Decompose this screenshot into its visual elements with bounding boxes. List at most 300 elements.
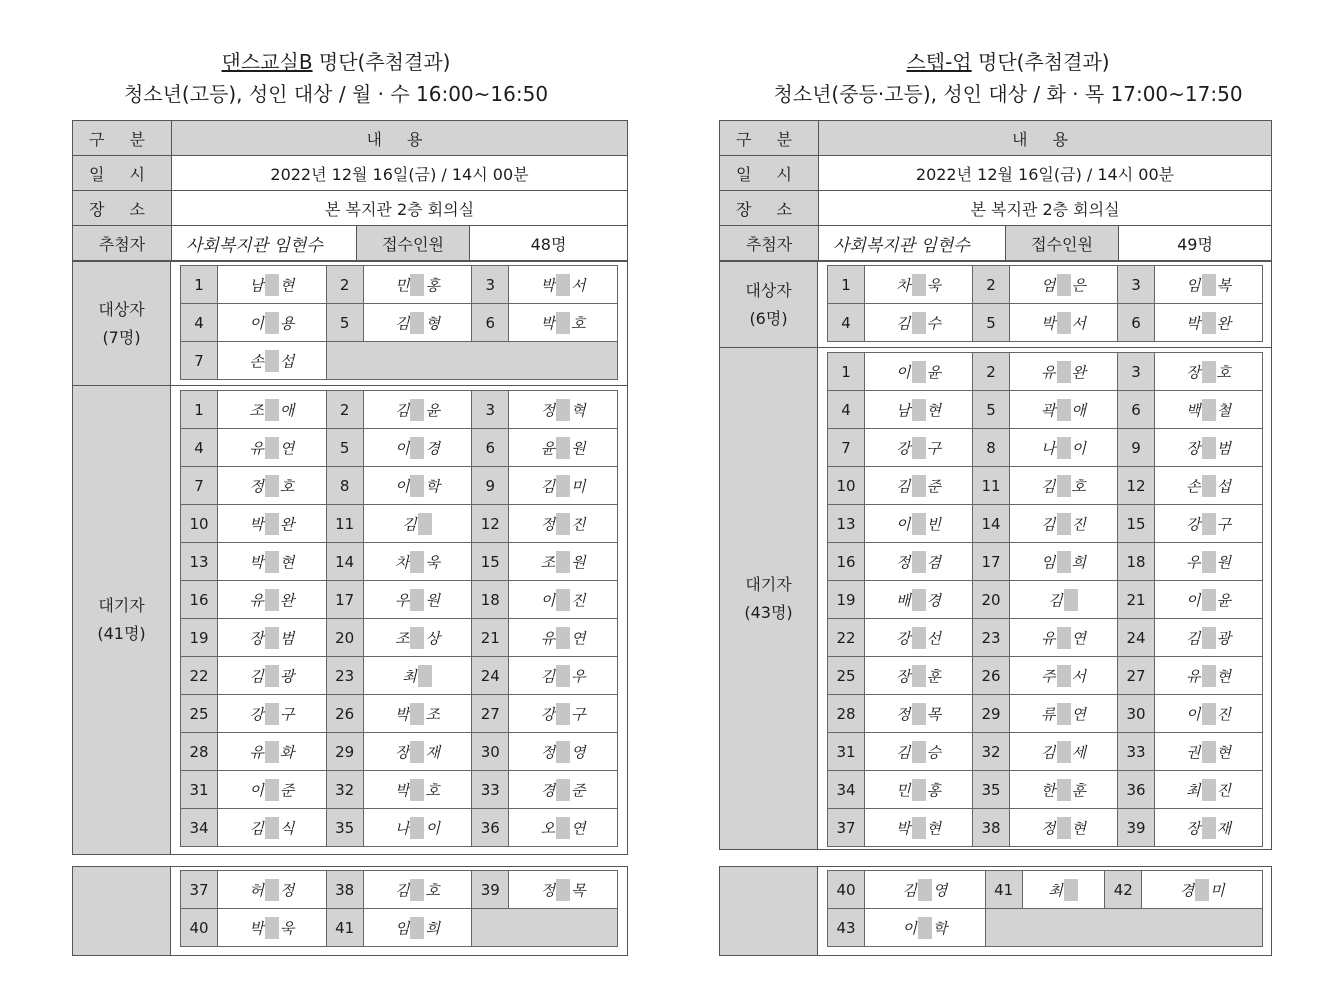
name-first-char: 김 <box>402 515 417 533</box>
name-first-char: 박 <box>1041 314 1056 332</box>
name-last-char: 영 <box>571 743 586 761</box>
name-first-char: 김 <box>249 819 264 837</box>
redaction-mask <box>1057 741 1071 763</box>
entry-name <box>865 266 973 304</box>
entry-number: 8 <box>973 429 1010 467</box>
entry-number: 42 <box>1105 871 1142 909</box>
redaction-mask <box>912 361 926 383</box>
name-first-char: 장 <box>896 667 911 685</box>
name-first-char: 유 <box>1041 363 1056 381</box>
name-first-char: 장 <box>394 743 410 761</box>
entry-name <box>509 467 618 505</box>
redaction-mask <box>1057 274 1071 296</box>
redaction-mask <box>556 274 570 296</box>
redaction-mask <box>556 741 570 763</box>
name-last-char: 서 <box>1071 667 1086 685</box>
name-last-char: 준 <box>279 781 295 799</box>
entry-name <box>509 809 618 847</box>
name-first-char: 정 <box>540 881 556 899</box>
name-first-char: 오 <box>540 819 556 837</box>
entry-number: 9 <box>472 467 509 505</box>
name-last-char: 선 <box>926 629 941 647</box>
redaction-mask <box>265 513 279 535</box>
name-first-char: 이 <box>896 515 911 533</box>
name-last-char: 영 <box>932 881 948 899</box>
entry-name <box>509 657 618 695</box>
name-last-char: 현 <box>1216 743 1231 761</box>
entry-name <box>1010 467 1118 505</box>
name-last-char: 목 <box>571 881 586 899</box>
redaction-mask <box>1202 475 1216 497</box>
entry-number: 33 <box>472 771 509 809</box>
redaction-mask <box>418 513 432 535</box>
name-last-char: 진 <box>1216 705 1231 723</box>
redaction-mask <box>918 879 932 901</box>
entry-number: 27 <box>1118 657 1155 695</box>
name-first-char: 류 <box>1041 705 1056 723</box>
redaction-mask <box>556 779 570 801</box>
place-value: 본 복지관 2층 회의실 <box>172 191 628 226</box>
name-last-char: 경 <box>425 439 440 457</box>
redaction-mask <box>912 703 926 725</box>
name-first-char: 정 <box>896 705 911 723</box>
name-first-char: 나 <box>1041 439 1056 457</box>
name-last-char: 완 <box>279 515 295 533</box>
table-row <box>181 505 618 543</box>
name-last-char: 섭 <box>1216 477 1231 495</box>
entry-number: 6 <box>472 304 509 342</box>
redaction-mask <box>912 665 926 687</box>
name-first-char: 차 <box>896 276 911 294</box>
entry-name <box>1155 429 1263 467</box>
right-winners-table <box>827 265 1263 342</box>
redaction-mask <box>265 741 279 763</box>
table-row <box>828 581 1263 619</box>
entry-number: 12 <box>472 505 509 543</box>
name-first-char: 김 <box>1041 743 1056 761</box>
entry-name <box>218 581 327 619</box>
name-last-char: 광 <box>1216 629 1231 647</box>
entry-number: 4 <box>828 391 865 429</box>
entry-name <box>363 733 472 771</box>
table-row <box>181 391 618 429</box>
entry-name <box>865 809 973 847</box>
redaction-mask <box>912 741 926 763</box>
name-first-char: 김 <box>896 314 911 332</box>
entry-name <box>1010 266 1118 304</box>
redaction-mask <box>265 817 279 839</box>
right-continued-box <box>817 866 1272 956</box>
entry-name <box>363 771 472 809</box>
entry-name <box>1155 771 1263 809</box>
redaction-mask <box>912 551 926 573</box>
table-row <box>828 505 1263 543</box>
name-last-char: 광 <box>279 667 295 685</box>
name-last-char: 호 <box>1216 363 1231 381</box>
name-last-char: 연 <box>571 819 586 837</box>
entry-number: 34 <box>181 809 218 847</box>
left-continued-table <box>180 870 618 947</box>
entry-name <box>363 543 472 581</box>
name-last-char: 호 <box>425 881 440 899</box>
redaction-mask <box>1064 589 1078 611</box>
table-row <box>828 391 1263 429</box>
name-last-char: 원 <box>571 553 586 571</box>
name-last-char: 호 <box>571 314 586 332</box>
entry-number: 35 <box>326 809 363 847</box>
entry-name <box>509 619 618 657</box>
entry-name <box>1010 353 1118 391</box>
redaction-mask <box>410 627 424 649</box>
name-last-char: 범 <box>279 629 295 647</box>
redaction-mask <box>912 779 926 801</box>
name-last-char: 학 <box>932 919 948 937</box>
name-last-char: 이 <box>1071 439 1086 457</box>
right-sheet <box>672 0 1344 1008</box>
name-first-char: 장 <box>1186 363 1201 381</box>
redaction-mask <box>1057 399 1071 421</box>
right-winners-box <box>817 261 1272 348</box>
name-last-char: 완 <box>1216 314 1231 332</box>
entry-number: 8 <box>326 467 363 505</box>
name-first-char: 김 <box>394 401 410 419</box>
name-first-char: 김 <box>902 881 917 899</box>
redaction-mask <box>556 589 570 611</box>
entry-number: 43 <box>828 909 865 947</box>
name-last-char: 애 <box>279 401 295 419</box>
entry-name <box>509 733 618 771</box>
date-label: 일 시 <box>720 156 819 191</box>
redaction-mask <box>410 817 424 839</box>
name-last-char: 수 <box>926 314 941 332</box>
name-last-char: 식 <box>279 819 295 837</box>
entry-name <box>865 695 973 733</box>
redaction-mask <box>410 437 424 459</box>
entry-number: 32 <box>326 771 363 809</box>
redaction-mask <box>912 437 926 459</box>
right-waiting-box <box>817 347 1272 850</box>
entry-name <box>363 429 472 467</box>
name-last-char: 서 <box>1071 314 1086 332</box>
redaction-mask <box>556 665 570 687</box>
redaction-mask <box>1057 437 1071 459</box>
name-first-char: 남 <box>896 401 911 419</box>
redaction-mask <box>1195 879 1209 901</box>
redaction-mask <box>265 350 279 372</box>
name-first-char: 박 <box>394 781 410 799</box>
redaction-mask <box>912 589 926 611</box>
name-first-char: 정 <box>540 515 556 533</box>
entry-number: 3 <box>1118 266 1155 304</box>
redaction-mask <box>1202 817 1216 839</box>
redaction-mask <box>556 312 570 334</box>
entry-number: 37 <box>828 809 865 847</box>
name-last-char: 욱 <box>425 553 440 571</box>
name-first-char: 박 <box>540 276 556 294</box>
entry-name <box>865 771 973 809</box>
entry-number: 2 <box>326 391 363 429</box>
entry-number: 26 <box>326 695 363 733</box>
name-first-char: 나 <box>394 819 410 837</box>
entry-number: 15 <box>472 543 509 581</box>
name-last-char: 연 <box>279 439 295 457</box>
entry-name <box>509 695 618 733</box>
count-value: 48명 <box>470 226 628 261</box>
name-last-char: 구 <box>926 439 941 457</box>
entry-number: 3 <box>1118 353 1155 391</box>
name-last-char: 재 <box>425 743 440 761</box>
entry-name <box>509 771 618 809</box>
name-first-char: 배 <box>896 591 911 609</box>
name-first-char: 박 <box>1186 314 1201 332</box>
entry-name <box>363 304 472 342</box>
entry-number: 37 <box>181 871 218 909</box>
entry-number: 32 <box>973 733 1010 771</box>
table-row <box>828 304 1263 342</box>
entry-name <box>865 733 973 771</box>
entry-name <box>1155 581 1263 619</box>
entry-name <box>363 581 472 619</box>
name-last-char: 상 <box>425 629 440 647</box>
name-first-char: 정 <box>896 553 911 571</box>
name-first-char: 강 <box>1186 515 1201 533</box>
name-last-char: 원 <box>1216 553 1231 571</box>
right-continued-table <box>827 870 1263 947</box>
col-header-category: 구 분 <box>720 121 819 156</box>
left-subtitle: 청소년(고등), 성인 대상 / 월 · 수 16:00~16:50 <box>123 82 549 106</box>
redaction-mask <box>265 879 279 901</box>
name-last-char: 은 <box>1071 276 1086 294</box>
empty-cell <box>326 342 617 380</box>
entry-name <box>1155 505 1263 543</box>
name-last-char: 욱 <box>926 276 941 294</box>
entry-number: 19 <box>181 619 218 657</box>
entry-number: 39 <box>1118 809 1155 847</box>
entry-number: 26 <box>973 657 1010 695</box>
redaction-mask <box>556 879 570 901</box>
entry-number: 36 <box>472 809 509 847</box>
entry-name <box>865 505 973 543</box>
name-first-char: 이 <box>394 477 410 495</box>
name-last-char: 원 <box>425 591 440 609</box>
entry-name <box>865 543 973 581</box>
entry-number: 5 <box>973 391 1010 429</box>
entry-name <box>1155 353 1263 391</box>
entry-name <box>1155 809 1263 847</box>
entry-number: 24 <box>1118 619 1155 657</box>
entry-number: 31 <box>828 733 865 771</box>
entry-number: 38 <box>326 871 363 909</box>
entry-name <box>218 871 327 909</box>
col-header-category: 구 분 <box>73 121 172 156</box>
redaction-mask <box>265 917 279 939</box>
name-first-char: 이 <box>249 314 264 332</box>
name-first-char: 김 <box>1186 629 1201 647</box>
entry-name <box>218 429 327 467</box>
name-last-char: 우 <box>571 667 586 685</box>
col-header-content: 내 용 <box>819 121 1272 156</box>
name-last-char: 현 <box>1216 667 1231 685</box>
redaction-mask <box>1202 589 1216 611</box>
name-first-char: 최 <box>402 667 417 685</box>
redaction-mask <box>410 741 424 763</box>
name-last-char: 미 <box>571 477 586 495</box>
name-first-char: 엄 <box>1041 276 1056 294</box>
table-row <box>828 353 1263 391</box>
table-row <box>828 809 1263 847</box>
name-first-char: 손 <box>1186 477 1201 495</box>
name-last-char: 현 <box>279 553 295 571</box>
name-first-char: 유 <box>1041 629 1056 647</box>
entry-number: 30 <box>1118 695 1155 733</box>
entry-number: 2 <box>973 353 1010 391</box>
name-last-char: 호 <box>425 781 440 799</box>
redaction-mask <box>1202 741 1216 763</box>
name-first-char: 강 <box>249 705 264 723</box>
table-row <box>181 304 618 342</box>
name-last-char: 욱 <box>279 919 295 937</box>
entry-name <box>1010 581 1118 619</box>
name-last-char: 희 <box>1071 553 1086 571</box>
name-first-char: 유 <box>1186 667 1201 685</box>
redaction-mask <box>912 312 926 334</box>
right-winners-label: 대상자 (6명) <box>719 261 818 348</box>
entry-number: 34 <box>828 771 865 809</box>
redaction-mask <box>1202 274 1216 296</box>
name-last-char: 구 <box>279 705 295 723</box>
name-first-char: 정 <box>1041 819 1056 837</box>
table-row <box>828 266 1263 304</box>
name-last-char: 진 <box>1071 515 1086 533</box>
name-first-char: 김 <box>1041 515 1056 533</box>
entry-number: 6 <box>1118 391 1155 429</box>
redaction-mask <box>410 551 424 573</box>
name-last-char: 윤 <box>425 401 440 419</box>
name-last-char: 원 <box>571 439 586 457</box>
entry-name <box>509 543 618 581</box>
entry-name <box>363 619 472 657</box>
entry-name <box>1155 391 1263 429</box>
name-last-char: 윤 <box>926 363 941 381</box>
entry-name <box>1155 543 1263 581</box>
redaction-mask <box>410 917 424 939</box>
name-first-char: 김 <box>540 477 556 495</box>
entry-name <box>865 467 973 505</box>
entry-number: 1 <box>828 266 865 304</box>
entry-number: 12 <box>1118 467 1155 505</box>
entry-name <box>1155 266 1263 304</box>
entry-name <box>1010 771 1118 809</box>
entry-name <box>218 619 327 657</box>
name-last-char: 애 <box>1071 401 1086 419</box>
table-row <box>181 871 618 909</box>
name-first-char: 우 <box>1186 553 1201 571</box>
table-row <box>828 467 1263 505</box>
entry-number: 16 <box>181 581 218 619</box>
entry-number: 27 <box>472 695 509 733</box>
entry-number: 5 <box>326 429 363 467</box>
redaction-mask <box>918 917 932 939</box>
name-last-char: 훈 <box>1071 781 1086 799</box>
entry-number: 28 <box>828 695 865 733</box>
redaction-mask <box>265 399 279 421</box>
table-row <box>828 695 1263 733</box>
name-last-char: 현 <box>1071 819 1086 837</box>
name-last-char: 서 <box>571 276 586 294</box>
entry-number: 11 <box>326 505 363 543</box>
entry-number: 20 <box>973 581 1010 619</box>
entry-name <box>218 266 327 304</box>
name-first-char: 곽 <box>1041 401 1056 419</box>
entry-number: 41 <box>985 871 1022 909</box>
entry-name <box>509 429 618 467</box>
entry-name <box>218 695 327 733</box>
drawer-label: 추첨자 <box>73 226 172 261</box>
entry-number: 24 <box>472 657 509 695</box>
entry-name <box>1010 505 1118 543</box>
name-last-char: 복 <box>1216 276 1231 294</box>
entry-number: 29 <box>326 733 363 771</box>
redaction-mask <box>265 779 279 801</box>
name-first-char: 임 <box>1041 553 1056 571</box>
redaction-mask <box>556 817 570 839</box>
name-first-char: 김 <box>896 477 911 495</box>
entry-number: 35 <box>973 771 1010 809</box>
entry-name <box>1155 304 1263 342</box>
left-winners-label: 대상자 (7명) <box>72 261 171 386</box>
entry-number: 14 <box>973 505 1010 543</box>
entry-name <box>509 581 618 619</box>
redaction-mask <box>912 274 926 296</box>
redaction-mask <box>1057 312 1071 334</box>
entry-number: 23 <box>326 657 363 695</box>
entry-number: 17 <box>973 543 1010 581</box>
name-last-char: 진 <box>1216 781 1231 799</box>
entry-name <box>509 266 618 304</box>
right-continued-label <box>719 866 818 956</box>
right-header-table <box>719 120 1272 261</box>
entry-number: 33 <box>1118 733 1155 771</box>
name-first-char: 박 <box>249 919 264 937</box>
table-row <box>181 543 618 581</box>
redaction-mask <box>1057 665 1071 687</box>
entry-name <box>218 467 327 505</box>
name-last-char: 홍 <box>926 781 941 799</box>
redaction-mask <box>1057 551 1071 573</box>
redaction-mask <box>1202 551 1216 573</box>
entry-name <box>1155 619 1263 657</box>
entry-name <box>1010 391 1118 429</box>
left-winners-box <box>170 261 628 386</box>
count-value: 49명 <box>1119 226 1272 261</box>
entry-name <box>363 809 472 847</box>
entry-number: 6 <box>472 429 509 467</box>
name-last-char: 훈 <box>926 667 941 685</box>
entry-name <box>865 581 973 619</box>
redaction-mask <box>1057 361 1071 383</box>
entry-number: 2 <box>326 266 363 304</box>
name-last-char: 미 <box>1210 881 1225 899</box>
table-row <box>181 771 618 809</box>
entry-number: 18 <box>1118 543 1155 581</box>
entry-number: 22 <box>181 657 218 695</box>
entry-number: 6 <box>1118 304 1155 342</box>
entry-number: 25 <box>828 657 865 695</box>
table-row <box>828 657 1263 695</box>
entry-name <box>363 909 472 947</box>
entry-number: 25 <box>181 695 218 733</box>
name-last-char: 목 <box>926 705 941 723</box>
